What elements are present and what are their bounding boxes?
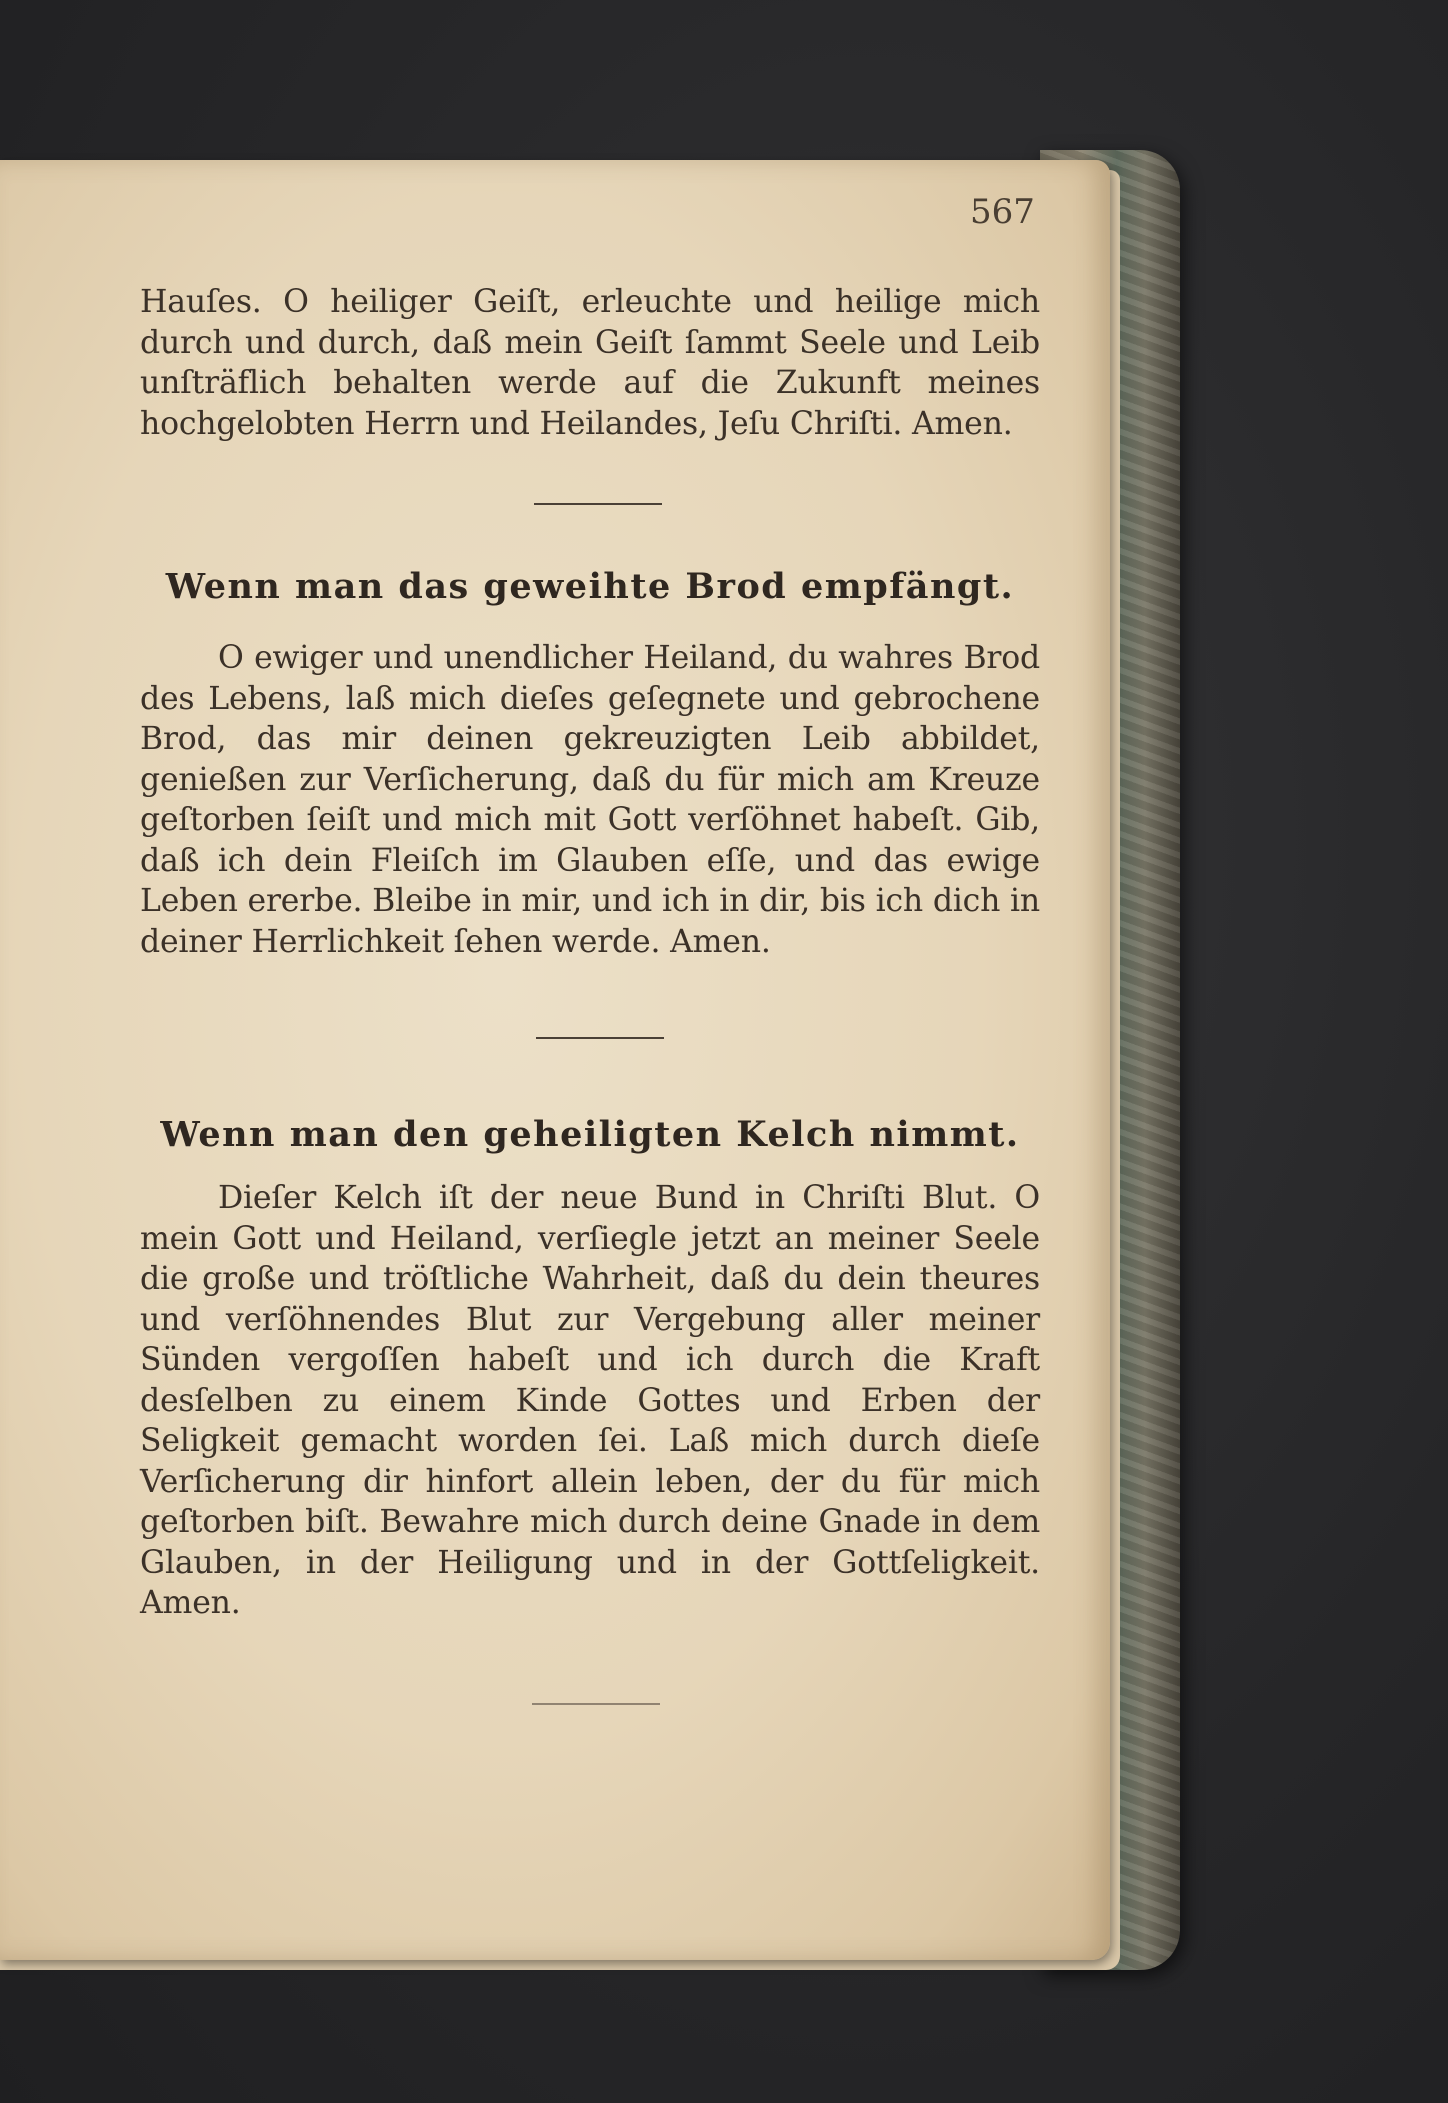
section-divider [536, 1037, 664, 1039]
section-heading-chalice: Wenn man den geheiligten Kelch nimmt. [160, 1114, 1020, 1155]
section-heading-bread: Wenn man das geweihte Brod empfängt. [165, 566, 1015, 607]
prayer-paragraph-chalice: Dieſer Kelch iſt der neue Bund in Chriſti Blut. O mein Gott und Heiland, verſiegle jetzt an meiner Seele die große und tröſtliche Wahrheit, daß du dein theures und verſöhnendes Blut zur Vergebung aller meiner Sünden vergoſſen habeſt und ich durch die Kraft desſelben zu einem Kinde Gottes und Erben der Seligkeit gemacht worden ſei. Laß mich durch dieſe Verſicherung dir hinfort allein leben, der du für mich geſtorben biſt. Bewahre mich durch deine Gnade in dem Glauben, in der Heiligung und in der Gottſeligkeit. Amen. [140, 1180, 1040, 1621]
page-number: 567 [970, 192, 1035, 232]
section-divider [534, 503, 662, 505]
continuation-paragraph: Hauſes. O heiliger Geiſt, erleuchte und heilige mich durch und durch, daß mein Geiſt ſammt Seele und Leib unſträflich behalten werde auf die Zukunft meines hochgelobten Herrn und Heilandes, Jeſu Chriſti. Amen. [140, 284, 1040, 442]
prayer-paragraph-bread: O ewiger und unendlicher Heiland, du wahres Brod des Lebens, laß mich dieſes geſegnete und gebrochene Brod, das mir deinen gekreuzigten Leib abbildet, genießen zur Verſicherung, daß du für mich am Kreuze geſtorben ſeiſt und mich mit Gott verſöhnet habeſt. Gib, daß ich dein Fleiſch im Glauben eſſe, und das ewige Leben ererbe. Bleibe in mir, und ich in dir, bis ich dich in deiner Herrlichkeit ſehen werde. Amen. [140, 640, 1040, 960]
section-divider [532, 1703, 660, 1705]
